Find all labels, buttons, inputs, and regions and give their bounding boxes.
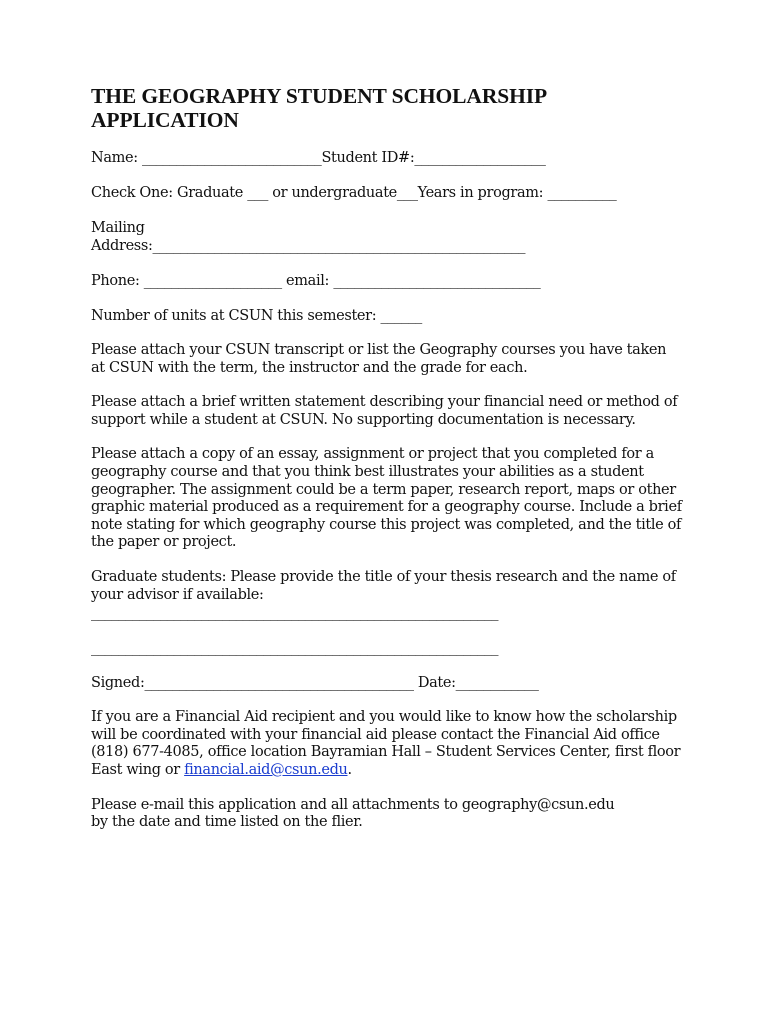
signature-date-field[interactable]: Signed:_______________________________________ Date:____________ — [91, 675, 539, 692]
thesis-line-1[interactable]: ___________________________________________________________ — [91, 605, 499, 622]
transcript-instructions: Please attach your CSUN transcript or list the Geography courses you have taken at CSUN with the term, the instructor and the grade for each. — [91, 342, 667, 376]
thesis-line-2[interactable]: ___________________________________________________________ — [91, 640, 499, 657]
statement-instructions: Please attach a brief written statement describing your financial need or method of support while a student at CSUN. No supporting documentation is necessary. — [91, 394, 678, 428]
check-one-field[interactable]: Check One: Graduate ___ or undergraduate___Years in program: __________ — [91, 185, 617, 201]
closing-line-1: Please e-mail this application and all attachments to geography@csun.edu — [91, 796, 615, 813]
form-content — [91, 84, 683, 832]
essay-instructions: Please attach a copy of an essay, assignment or project that you completed for a geography course and that you think best illustrates your abilities as a student geographer. The assignment could be a term paper, research report, maps or other graphic material produced as a requirement for a geography course. Include a brief note stating for which geography course this project was completed, and the title of the paper or project. — [91, 446, 682, 551]
financial-aid-note — [91, 709, 683, 779]
name-student-id-field[interactable]: Name: __________________________Student ID#:___________________ — [91, 150, 546, 166]
financial-aid-suffix: . — [347, 761, 352, 778]
page-title: THE GEOGRAPHY STUDENT SCHOLARSHIP APPLICATION — [91, 84, 546, 132]
financial-aid-email-link[interactable]: financial.aid@csun.edu — [184, 761, 348, 778]
units-field[interactable]: Number of units at CSUN this semester: ______ — [91, 308, 422, 324]
phone-email-field[interactable]: Phone: ____________________ email: ______________________________ — [91, 273, 541, 289]
closing-line-2: by the date and time listed on the flier. — [91, 814, 363, 831]
financial-aid-text: If you are a Financial Aid recipient and you would like to know how the scholarship will be coordinated with your financial aid please contact the Financial Aid office (818) 677-4085, office location Bayramian Hall – Student Services Center, first floor East wing or — [91, 709, 681, 778]
mailing-label: Mailing — [91, 220, 145, 236]
address-field[interactable]: Address:______________________________________________________ — [91, 238, 526, 254]
graduate-instructions: Graduate students: Please provide the title of your thesis research and the name of your advisor if available: — [91, 568, 676, 603]
